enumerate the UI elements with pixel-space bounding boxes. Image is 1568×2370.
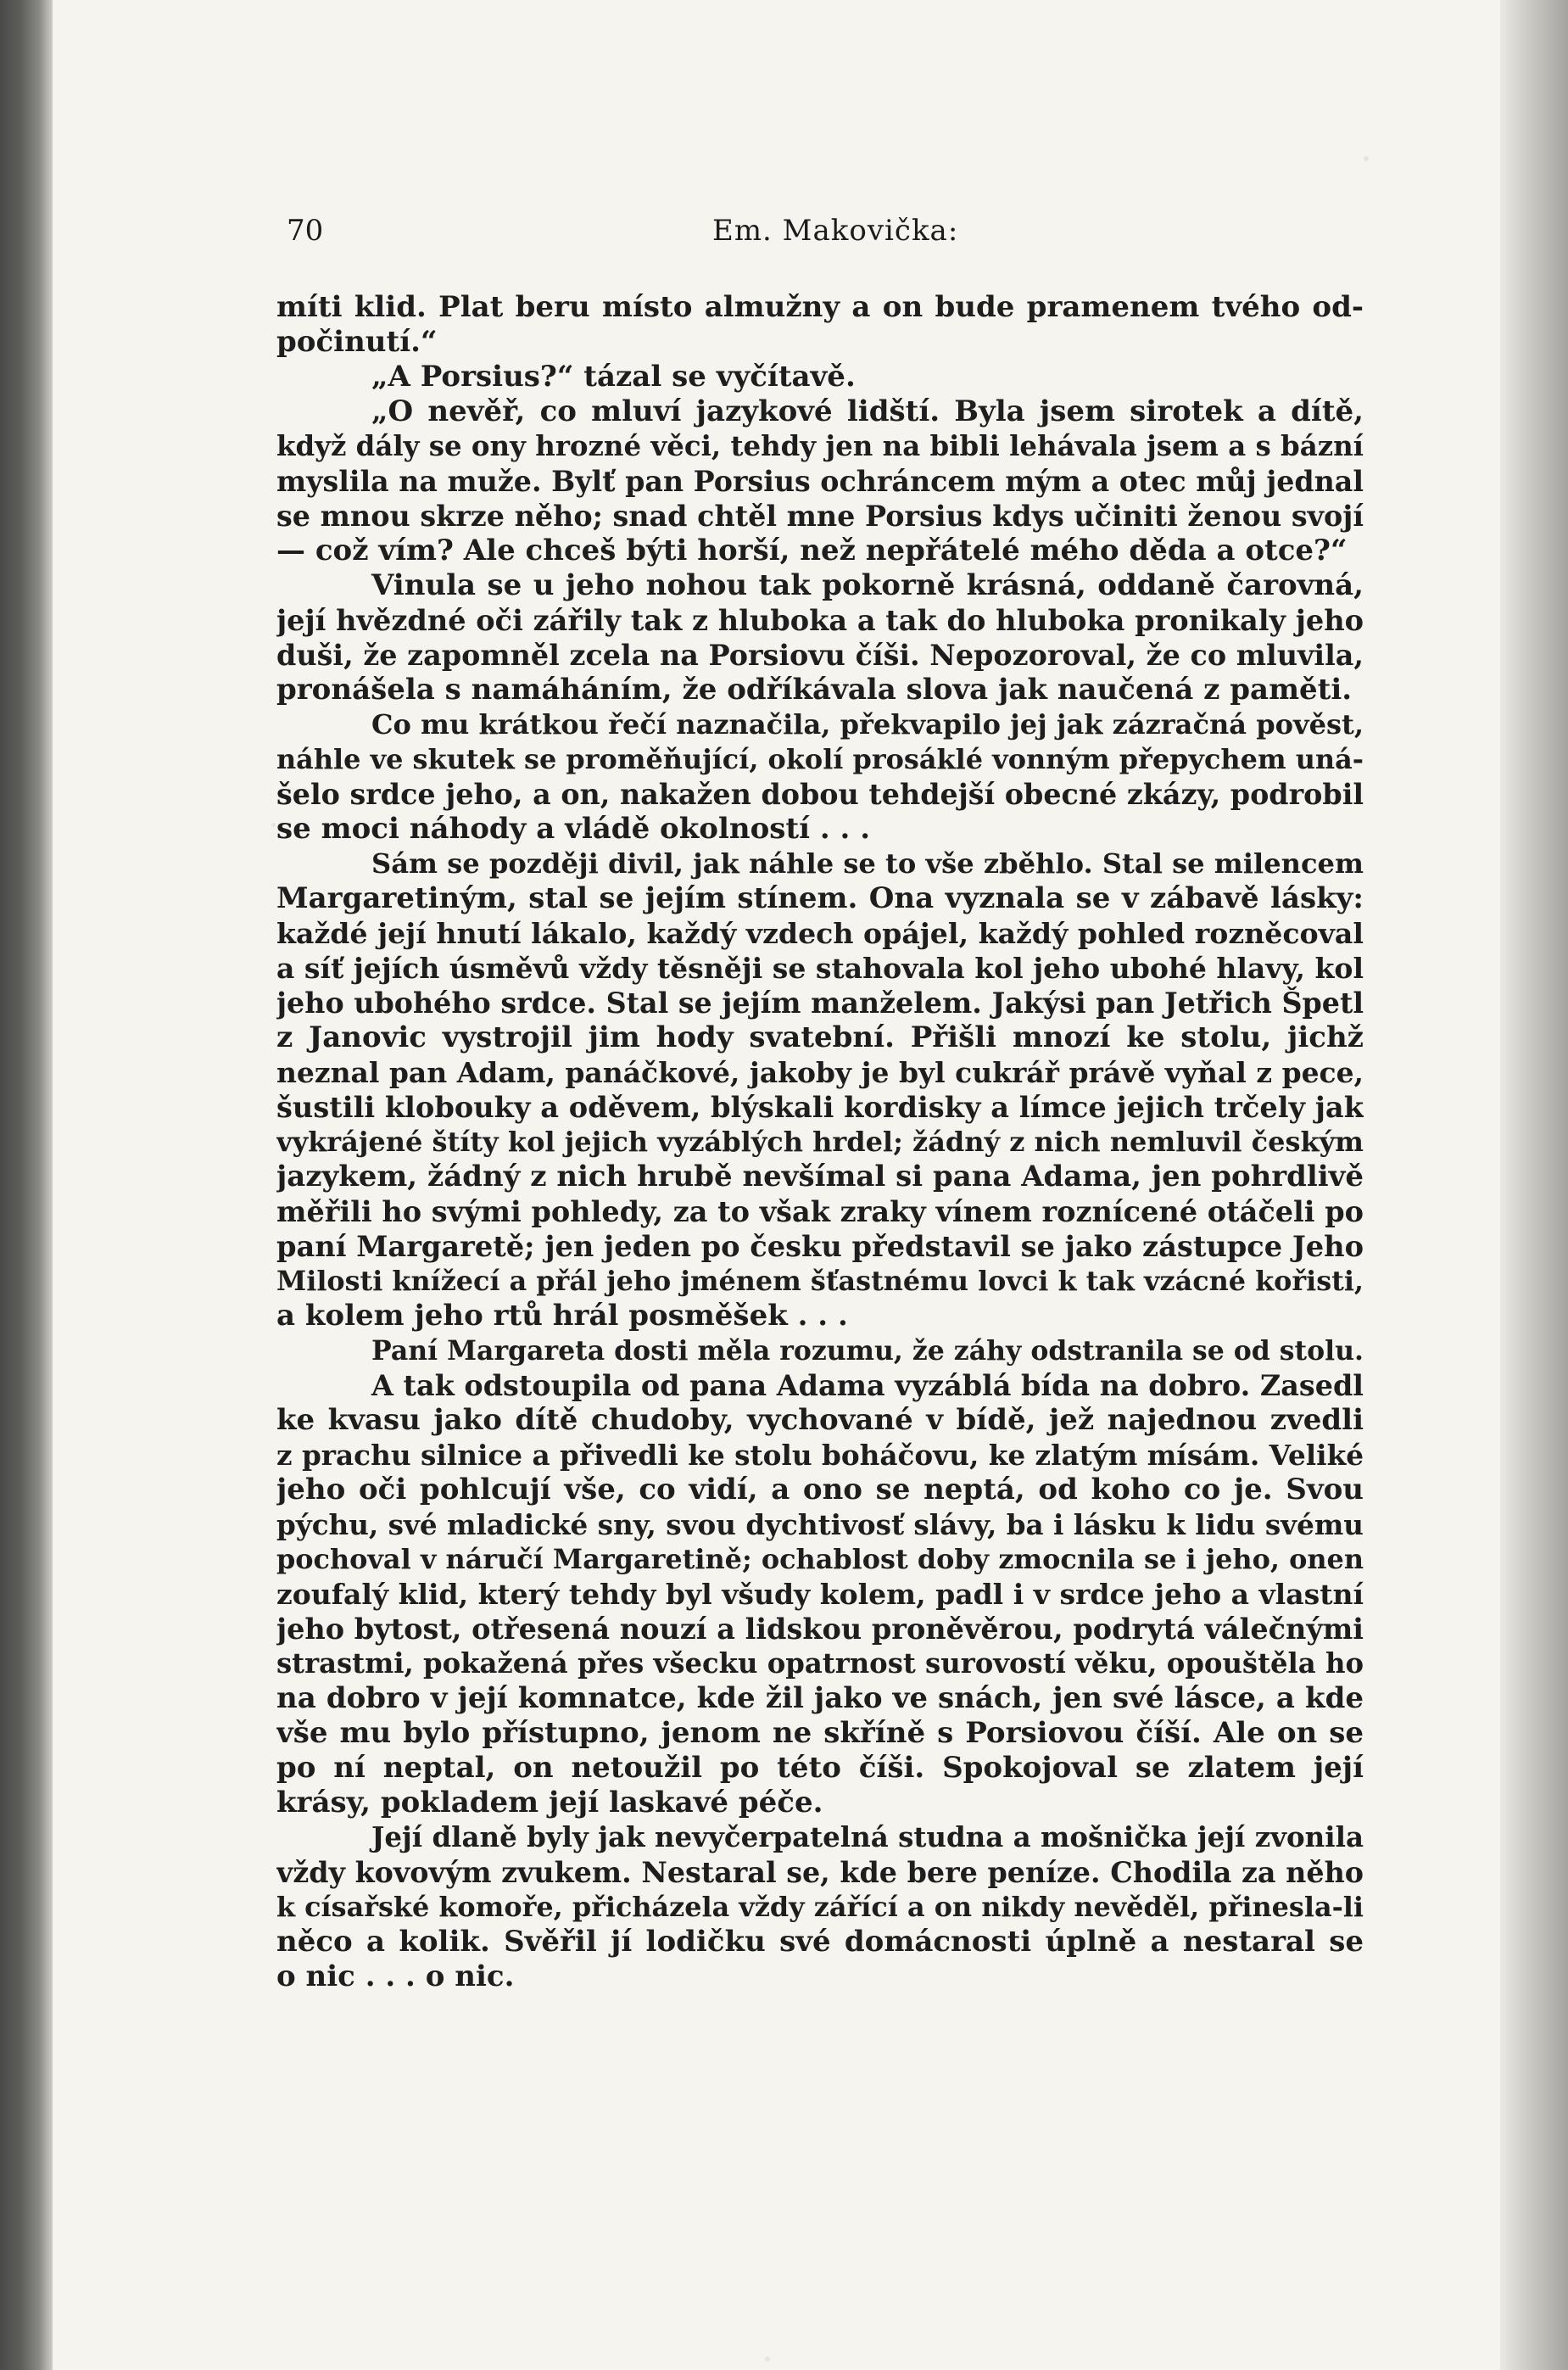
text-line: strastmi, pokažená přes všecku opatrnost surovostí věku, opouštěla ho: [276, 1647, 1364, 1680]
text-line: a kolem jeho rtů hrál posměšek . . .: [276, 1299, 848, 1333]
text-line: — což vím? Ale chceš býti horší, než nepřátelé mého děda a otce?“: [276, 534, 1348, 567]
text-line: jazykem, žádný z nich hrubě nevšímal si pana Adama, jen pohrdlivě: [276, 1160, 1364, 1193]
text-line: počinutí.“: [276, 325, 438, 359]
page-header: [287, 214, 1372, 254]
paper-speck: [765, 2356, 770, 2362]
text-line: Margaretiným, stal se jejím stínem. Ona vyznala se v zábavě lásky:: [276, 881, 1364, 915]
text-line: paní Margaretě; jen jeden po česku představil se jako zástupce Jeho: [276, 1229, 1364, 1263]
text-line: Milosti knížecí a přál jeho jménem šťastnému lovci k tak vzácné kořisti,: [276, 1265, 1364, 1297]
paper-speck: [1364, 156, 1369, 161]
text-line: ke kvasu jako dítě chudoby, vychované v bídě, jež najednou zvedli: [276, 1403, 1364, 1437]
text-line: o nic . . . o nic.: [276, 1959, 515, 1993]
text-line: šustili klobouky a oděvem, blýskali kordisky a límce jejich trčely jak: [276, 1090, 1364, 1124]
scan-right-edge: [1500, 0, 1568, 2370]
text-line: její hvězdné oči zářily tak z hluboka a tak do hluboka pronikaly jeho: [276, 603, 1364, 637]
text-line: pýchu, své mladické sny, svou dychtivosť slávy, ba i lásku k lidu svému: [276, 1508, 1364, 1541]
text-line: duši, že zapomněl zcela na Porsiovu číši. Nepozoroval, že co mluvila,: [276, 639, 1364, 672]
text-line: měřili ho svými pohledy, za to však zraky vínem roznícené otáčeli po: [276, 1195, 1364, 1228]
text-line: myslila na muže. Bylť pan Porsius ochráncem mým a otec můj jednal: [276, 465, 1364, 498]
text-line: náhle ve skutek se proměňující, okolí prosáklé vonným přepychem uná-: [276, 743, 1364, 775]
text-line: se mnou skrze něho; snad chtěl mne Porsius kdys učiniti ženou svojí: [276, 500, 1364, 533]
text-line: když dály se ony hrozné věci, tehdy jen na bibli lehávala jsem a s bázní: [276, 430, 1364, 462]
text-line: vždy kovovým zvukem. Nestaral se, kde bere peníze. Chodila za něho: [276, 1856, 1364, 1889]
text-line: z prachu silnice a přivedli ke stolu boháčovu, ke zlatým mísám. Veliké: [276, 1439, 1364, 1472]
text-line: neznal pan Adam, panáčkové, jakoby je byl cukrář právě vyňal z pece,: [276, 1056, 1364, 1089]
text-line: vše mu bylo přístupno, jenom ne skříně s Porsiovou číší. Ale on se: [276, 1716, 1364, 1750]
text-line: z Janovic vystrojil jim hody svatební. Přišli mnozí ke stolu, jichž: [276, 1020, 1364, 1054]
text-line: „O nevěř, co mluví jazykové lidští. Byla jsem sirotek a dítě,: [371, 394, 1364, 428]
text-line: pochoval v náručí Margaretině; ochablost doby zmocnila se i jeho, onen: [276, 1543, 1364, 1575]
scan-left-edge: [0, 0, 53, 2370]
text-line: jeho ubohého srdce. Stal se jejím manželem. Jakýsi pan Jetřich Špetl: [276, 987, 1364, 1020]
text-line: každé její hnutí lákalo, každý vzdech opájel, každý pohled rozněcoval: [276, 917, 1364, 950]
text-line: něco a kolik. Svěřil jí lodičku své domácnosti úplně a nestaral se: [276, 1925, 1364, 1959]
text-line: Paní Margareta dosti měla rozumu, že záhy odstranila se od stolu.: [371, 1335, 1364, 1367]
text-line: Sám se později divil, jak náhle se to vše zběhlo. Stal se milencem: [371, 847, 1364, 880]
text-line: Její dlaně byly jak nevyčerpatelná studna a mošnička její zvonila: [371, 1821, 1364, 1853]
text-line: jeho oči pohlcují vše, co vidí, a ono se neptá, od koho co je. Svou: [276, 1473, 1364, 1506]
text-line: k císařské komoře, přicházela vždy zářící a on nikdy nevěděl, přinesla-li: [276, 1891, 1364, 1923]
text-line: na dobro v její komnatce, kde žil jako ve snách, jen své lásce, a kde: [276, 1681, 1364, 1715]
text-line: po ní neptal, on netoužil po této číši. Spokojoval se zlatem její: [276, 1751, 1364, 1785]
text-line: vykrájené štíty kol jejich vyzáblých hrdel; žádný z nich nemluvil českým: [276, 1126, 1364, 1158]
text-line: míti klid. Plat beru místo almužny a on bude pramenem tvého od-: [276, 290, 1364, 324]
paper-speck: [271, 823, 276, 827]
text-line: A tak odstoupila od pana Adama vyzáblá bída na dobro. Zasedl: [371, 1369, 1364, 1402]
text-line: „A Porsius?“ tázal se vyčítavě.: [371, 360, 856, 394]
text-line: krásy, pokladem její laskavé péče.: [276, 1786, 823, 1819]
text-line: šelo srdce jeho, a on, nakažen dobou tehdejší obecné zkázy, podrobil: [276, 778, 1364, 811]
text-line: jeho bytost, otřesená nouzí a lidskou proněvěrou, podrytá válečnými: [276, 1613, 1364, 1646]
page-number: 70: [287, 214, 324, 248]
text-line: zoufalý klid, který tehdy byl všudy kolem, padl i v srdce jeho a vlastní: [276, 1578, 1364, 1611]
text-line: se moci náhody a vládě okolností . . .: [276, 812, 871, 846]
body-text: [276, 290, 1364, 1994]
running-head: Em. Makovička:: [712, 214, 959, 248]
text-line: Co mu krátkou řečí naznačila, překvapilo jej jak zázračná pověst,: [371, 708, 1364, 741]
text-line: pronášela s namáháním, že odříkávala slova jak naučená z paměti.: [276, 673, 1353, 707]
text-line: a síť jejích úsměvů vždy těsněji se stahovala kol jeho ubohé hlavy, kol: [276, 952, 1364, 985]
text-line: Vinula se u jeho nohou tak pokorně krásná, oddaně čarovná,: [371, 568, 1364, 602]
